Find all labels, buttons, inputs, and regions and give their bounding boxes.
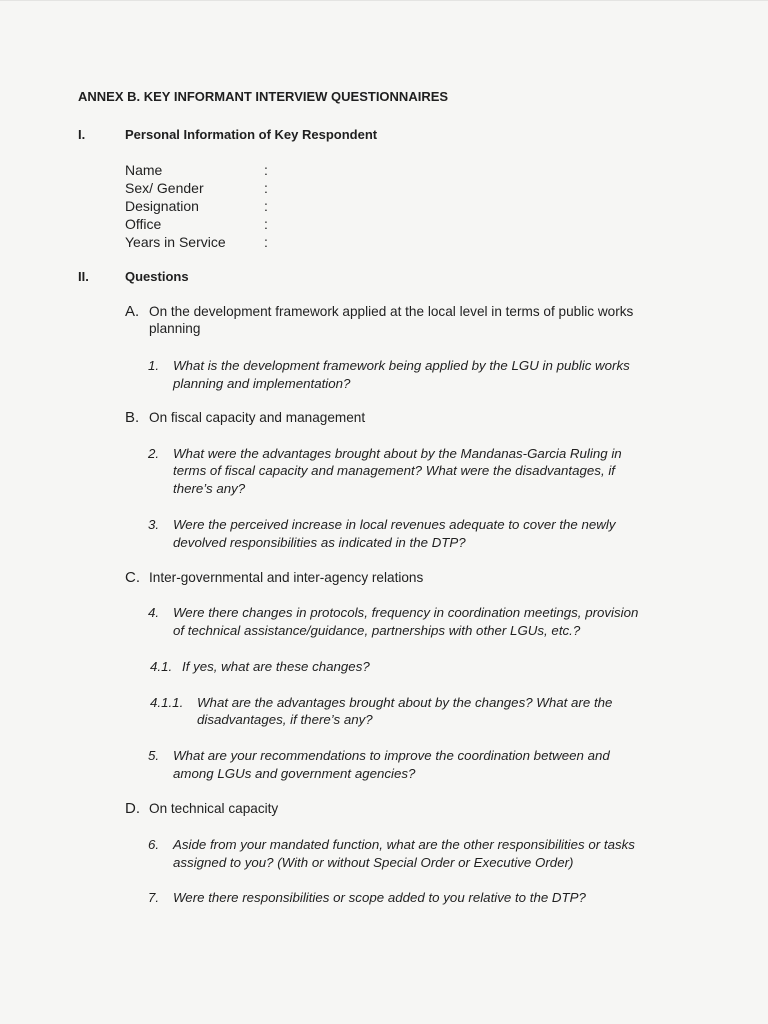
section-2-number: II. (78, 269, 89, 284)
question-4-1-1-text: What are the advantages brought about by the changes? What are the (197, 695, 613, 710)
question-7-number: 7. (148, 890, 160, 905)
question-1-text-cont: planning and implementation? (173, 376, 351, 391)
question-5-text-cont: among LGUs and government agencies? (173, 766, 416, 781)
question-2-number: 2. (148, 446, 160, 461)
question-6-text: Aside from your mandated function, what are the other responsibilities or tasks (173, 837, 635, 852)
question-5-text: What are your recommendations to improve the coordination between and (173, 748, 610, 763)
section-1-number: I. (78, 127, 86, 142)
subsection-c-letter: C. (125, 569, 140, 586)
question-4-number: 4. (148, 605, 160, 620)
subsection-b-title: On fiscal capacity and management (149, 410, 366, 425)
subsection-a-title: On the development framework applied at the local level in terms of public works (149, 304, 634, 319)
question-4-1-1-text-cont: disadvantages, if there’s any? (197, 712, 373, 727)
question-7-text: Were there responsibilities or scope added to you relative to the DTP? (173, 890, 586, 905)
field-designation-colon: : (264, 198, 268, 214)
subsection-a-letter: A. (125, 303, 140, 320)
section-1-title: Personal Information of Key Respondent (125, 127, 378, 142)
field-office-colon: : (264, 216, 268, 232)
field-years-colon: : (264, 234, 268, 250)
section-2-title: Questions (125, 269, 189, 284)
field-designation-label: Designation (125, 198, 199, 214)
question-2-text: What were the advantages brought about by the Mandanas-Garcia Ruling in (173, 446, 622, 461)
question-4-1-1-number: 4.1.1. (150, 695, 184, 710)
field-years-label: Years in Service (125, 234, 226, 250)
question-1-text: What is the development framework being applied by the LGU in public works (173, 358, 630, 373)
question-3-text: Were the perceived increase in local revenues adequate to cover the newly (173, 517, 616, 532)
scan-edge-line (0, 0, 768, 1)
question-6-text-cont: assigned to you? (With or without Special Order or Executive Order) (173, 855, 574, 870)
question-2-text-end: there’s any? (173, 481, 246, 496)
question-4-1-text: If yes, what are these changes? (182, 659, 370, 674)
subsection-b-letter: B. (125, 409, 140, 426)
field-name-colon: : (264, 162, 268, 178)
question-3-number: 3. (148, 517, 160, 532)
annex-title: ANNEX B. KEY INFORMANT INTERVIEW QUESTIONNAIRES (78, 89, 449, 104)
question-4-text-cont: of technical assistance/guidance, partnerships with other LGUs, etc.? (173, 623, 581, 638)
question-2-text-cont: terms of fiscal capacity and management? What were the disadvantages, if (173, 463, 615, 478)
subsection-d-letter: D. (125, 800, 140, 817)
subsection-c-title: Inter-governmental and inter-agency relations (149, 570, 424, 585)
question-5-number: 5. (148, 748, 160, 763)
question-6-number: 6. (148, 837, 160, 852)
question-4-1-number: 4.1. (150, 659, 173, 674)
field-name-label: Name (125, 162, 163, 178)
field-gender-label: Sex/ Gender (125, 180, 204, 196)
field-gender-colon: : (264, 180, 268, 196)
subsection-a-title-cont: planning (149, 321, 201, 336)
question-1-number: 1. (148, 358, 160, 373)
subsection-d-title: On technical capacity (149, 801, 279, 816)
question-3-text-cont: devolved responsibilities as indicated in the DTP? (173, 535, 466, 550)
field-office-label: Office (125, 216, 162, 232)
question-4-text: Were there changes in protocols, frequency in coordination meetings, provision (173, 605, 639, 620)
